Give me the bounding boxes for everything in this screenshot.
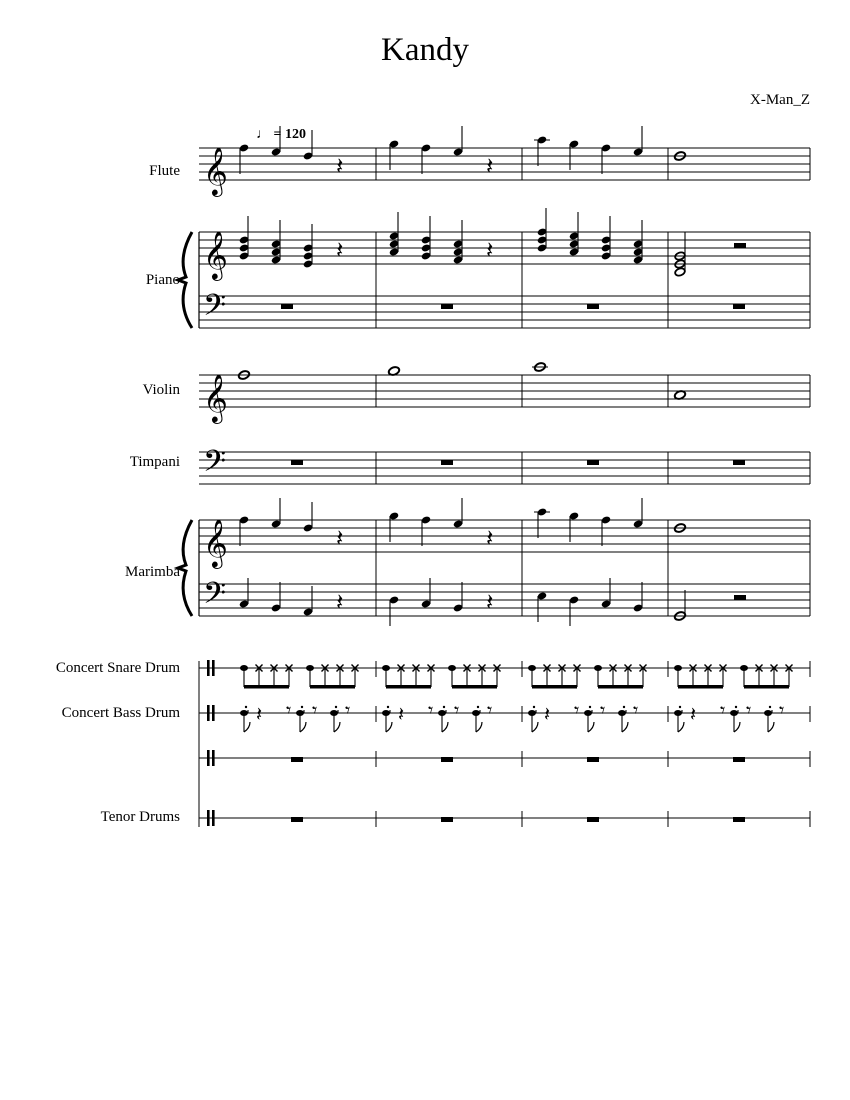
- whole-rest-icon: [441, 304, 453, 309]
- quarter-rest-icon: 𝄽: [336, 524, 344, 552]
- score-title: Kandy: [381, 32, 469, 68]
- note-flag: [734, 722, 740, 732]
- quarter-rest-icon: 𝄽: [690, 702, 697, 726]
- quarter-rest-icon: 𝄽: [398, 702, 405, 726]
- whole-rest-icon: [291, 817, 303, 822]
- quarter-rest-icon: 𝄽: [486, 588, 494, 616]
- percussion-clef-icon: [212, 660, 215, 676]
- eighth-rest-icon: 𝄾: [487, 698, 493, 722]
- whole-rest-icon: [733, 460, 745, 465]
- note-beam: [678, 685, 723, 689]
- quarter-rest-icon: 𝄽: [486, 524, 494, 552]
- quarter-rest-icon: 𝄽: [336, 152, 344, 180]
- quarter-rest-icon: 𝄽: [544, 702, 551, 726]
- quarter-rest-icon: 𝄽: [486, 236, 494, 264]
- note-beam: [310, 685, 355, 689]
- note-flag: [768, 722, 774, 732]
- whole-rest-icon: [441, 757, 453, 762]
- note-beam: [532, 685, 577, 689]
- whole-rest-icon: [587, 460, 599, 465]
- whole-rest-icon: [291, 757, 303, 762]
- accent-dot: [443, 706, 445, 708]
- half-rest-icon: [734, 243, 746, 248]
- percussion-clef-icon: [207, 660, 210, 676]
- note-flag: [386, 722, 392, 732]
- eighth-rest-icon: 𝄾: [779, 698, 785, 722]
- note-flag: [622, 722, 628, 732]
- instrument-label-snare: Concert Snare Drum: [55, 660, 180, 676]
- chord-note-half: [674, 267, 686, 277]
- eighth-rest-icon: 𝄾: [312, 698, 318, 722]
- quarter-rest-icon: 𝄽: [336, 236, 344, 264]
- percussion-clef-icon: [207, 810, 210, 826]
- instrument-label-piano: Piano: [145, 272, 180, 288]
- eighth-rest-icon: 𝄾: [345, 698, 351, 722]
- piano-brace-icon: [178, 232, 192, 328]
- whole-rest-icon: [587, 757, 599, 762]
- tempo-marking: ♩ = 120: [256, 127, 306, 142]
- eighth-rest-icon: 𝄾: [600, 698, 606, 722]
- percussion-clef-icon: [212, 705, 215, 721]
- accent-dot: [589, 706, 591, 708]
- eighth-rest-icon: 𝄾: [454, 698, 460, 722]
- marimba-brace-icon: [178, 520, 192, 616]
- whole-rest-icon: [733, 817, 745, 822]
- instrument-label-violin: Violin: [142, 382, 180, 398]
- whole-rest-icon: [281, 304, 293, 309]
- accent-dot: [533, 706, 535, 708]
- eighth-rest-icon: 𝄾: [720, 698, 726, 722]
- accent-dot: [769, 706, 771, 708]
- bass-clef-icon: 𝄢: [203, 577, 227, 618]
- instrument-label-marimba: Marimba: [125, 564, 180, 580]
- note-flag: [334, 722, 340, 732]
- note-beam: [452, 685, 497, 689]
- instrument-label-flute: Flute: [149, 163, 180, 179]
- note-flag: [244, 722, 250, 732]
- note-beam: [244, 685, 289, 689]
- treble-clef-icon: 𝄞: [203, 373, 228, 422]
- eighth-rest-icon: 𝄾: [574, 698, 580, 722]
- eighth-rest-icon: 𝄾: [633, 698, 639, 722]
- accent-dot: [623, 706, 625, 708]
- whole-rest-icon: [291, 460, 303, 465]
- accent-dot: [335, 706, 337, 708]
- treble-clef-icon: 𝄞: [203, 518, 228, 567]
- bass-clef-icon: 𝄢: [203, 289, 227, 330]
- composer-name: X-Man_Z: [750, 92, 810, 108]
- accent-dot: [477, 706, 479, 708]
- instrument-label-bass-drum: Concert Bass Drum: [61, 705, 180, 721]
- percussion-clef-icon: [207, 750, 210, 766]
- note-flag: [588, 722, 594, 732]
- bass-clef-icon: 𝄢: [203, 445, 227, 486]
- whole-rest-icon: [441, 460, 453, 465]
- whole-rest-icon: [733, 304, 745, 309]
- whole-rest-icon: [587, 817, 599, 822]
- note-flag: [300, 722, 306, 732]
- eighth-rest-icon: 𝄾: [286, 698, 292, 722]
- accent-dot: [735, 706, 737, 708]
- note-flag: [442, 722, 448, 732]
- note-beam: [386, 685, 431, 689]
- quarter-rest-icon: 𝄽: [336, 588, 344, 616]
- note-beam: [744, 685, 789, 689]
- note-flag: [678, 722, 684, 732]
- accent-dot: [679, 706, 681, 708]
- instrument-label-tenor-drums: Tenor Drums: [100, 809, 180, 825]
- quarter-rest-icon: 𝄽: [256, 702, 263, 726]
- percussion-clef-icon: [212, 750, 215, 766]
- note-beam: [598, 685, 643, 689]
- accent-dot: [387, 706, 389, 708]
- note-flag: [476, 722, 482, 732]
- percussion-clef-icon: [207, 705, 210, 721]
- quarter-rest-icon: 𝄽: [486, 152, 494, 180]
- instrument-label-timpani: Timpani: [129, 454, 180, 470]
- note-flag: [532, 722, 538, 732]
- percussion-clef-icon: [212, 810, 215, 826]
- eighth-rest-icon: 𝄾: [428, 698, 434, 722]
- whole-rest-icon: [587, 304, 599, 309]
- treble-clef-icon: 𝄞: [203, 230, 228, 279]
- whole-rest-icon: [733, 757, 745, 762]
- whole-rest-icon: [441, 817, 453, 822]
- accent-dot: [301, 706, 303, 708]
- accent-dot: [245, 706, 247, 708]
- half-rest-icon: [734, 595, 746, 600]
- treble-clef-icon: 𝄞: [203, 146, 228, 195]
- eighth-rest-icon: 𝄾: [746, 698, 752, 722]
